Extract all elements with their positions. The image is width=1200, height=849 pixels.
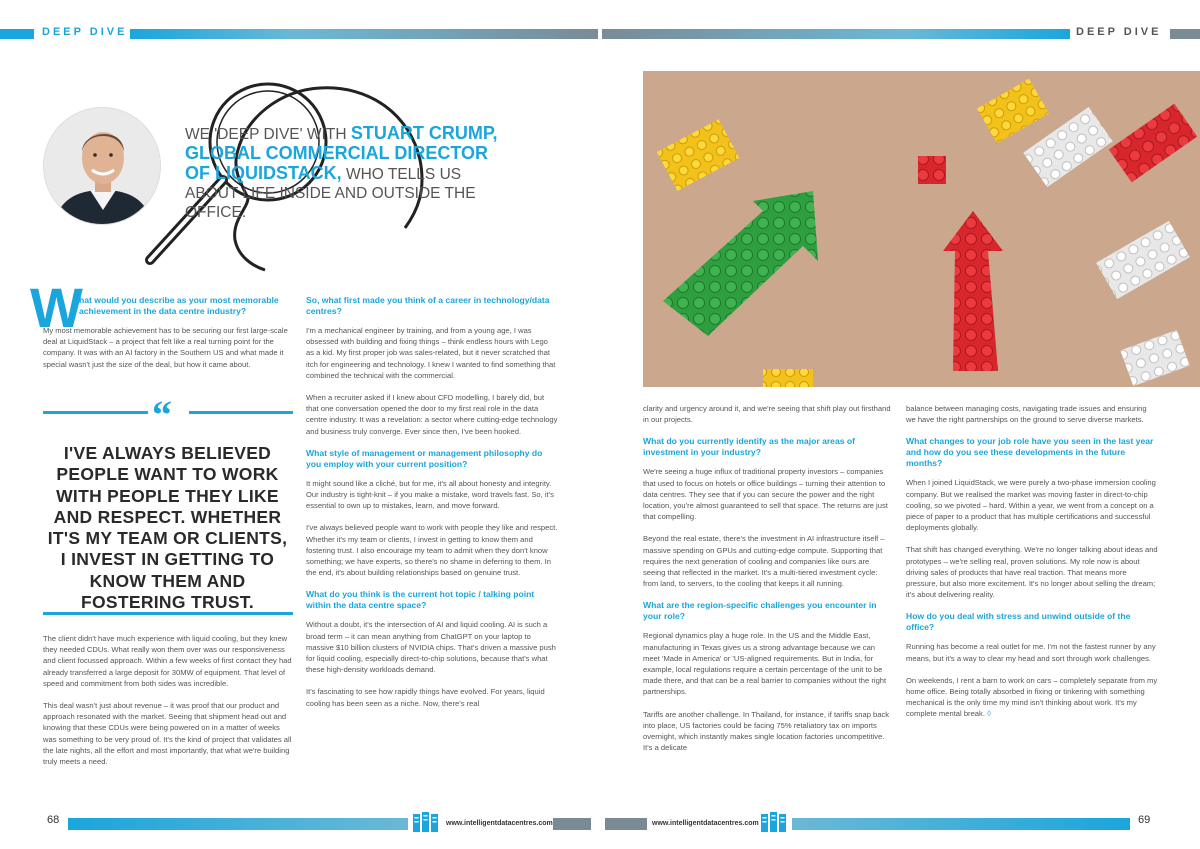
column-3	[643, 403, 893, 764]
paragraph: Regional dynamics play a huge role. In the US and the Middle East, manufacturing in Texas gives us a strong advantage because we can meet 'Made in America' or 'US-aligned requirements. But in India, for example, local regulations require a certain percentage of the unit to be made there, and that can be a real barrier to companies without the right partnerships.	[643, 631, 887, 697]
footer-bar-left	[68, 818, 408, 830]
paragraph: balance between managing costs, navigating trade issues and ensuring we have the right partnerships on the ground to serve diverse markets.	[906, 404, 1147, 425]
column-2	[306, 295, 558, 720]
paragraph: Tariffs are another challenge. In Thailand, for instance, if tariffs snap back into place, US factories could be facing 75% retaliatory tax on imports overnight, which instantly makes single location factories uncompetitive. It's a delicate	[643, 709, 890, 753]
intro-post: WHO TELLS US ABOUT LIFE INSIDE AND OUTSIDE THE OFFICE.	[185, 166, 476, 221]
page-number-right: 69	[1138, 814, 1151, 826]
quote-rule-bottom	[43, 612, 293, 615]
section-label: DEEP DIVE	[42, 26, 128, 38]
header-bar	[602, 29, 1070, 39]
question-heading: So, what first made you think of a career in technology/data centres?	[306, 295, 550, 316]
question-heading: What do you currently identify as the major areas of investment in your industry?	[643, 436, 856, 458]
section-label: DEEP DIVE	[1076, 26, 1162, 38]
intro-name: STUART CRUMP, GLOBAL COMMERCIAL DIRECTOR OF LIQUIDSTACK,	[185, 123, 498, 183]
server-rack-icon	[412, 811, 440, 833]
paragraph: Beyond the real estate, there's the investment in AI infrastructure itself – massive spending on GPUs and cutting-edge compute. Supporting that requires the next generation of cooling and companies like ours are seeing that reflected in the market. It's a multi-tiered investment cycle: from land, to servers, to the cooling that keeps it all running.	[643, 534, 885, 589]
footer-bar-right-start	[605, 818, 647, 830]
website-link-left[interactable]: www.intelligentdatacentres.com	[446, 820, 553, 827]
question-heading: hat would you describe as your most memorable achievement in the data centre industry?	[79, 295, 279, 316]
paragraph: It's fascinating to see how rapidly things have evolved. For years, liquid cooling has been seen as a niche. Now, there's real	[306, 687, 545, 708]
paragraph: The client didn't have much experience with liquid cooling, but they knew they needed CDUs. What really won them over was our responsiveness and client focussed approach. Within a few weeks of first contact they had already transferred a large deposit for 30MW of equipment. That level of speed and commitment from both sides was incredible.	[43, 634, 292, 688]
paragraph: When I joined LiquidStack, we were purely a two-phase immersion cooling company. But we realised the market was moving faster in direct-to-chip cooling, so we pivoted – hard. Within a year, we went from a concept on a piece of paper to a product that has multiple certifications and successful deployments globally.	[906, 478, 1156, 533]
end-mark-icon: ◊	[987, 709, 991, 719]
header-bar	[0, 29, 34, 39]
paragraph-text: On weekends, I rent a barn to work on cars – completely separate from my home office. Being totally absorbed in fixing or tinkering with something mechanical is the only time my mind isn't thinking about work. It's my complete mental break.	[906, 675, 1158, 719]
header-bar	[130, 29, 598, 39]
paragraph	[906, 675, 1158, 720]
intro-standfirst	[185, 124, 515, 222]
paragraph: Without a doubt, it's the intersection of AI and liquid cooling. AI is such a broad term – it can mean anything from ChatGPT on your laptop to massive $10 billion clusters of NVIDIA chips. That's driven a massive push for liquid cooling, especially direct-to-chip solutions, because that's what these high-density workloads demand.	[306, 620, 556, 675]
paragraph: This deal wasn't just about revenue – it was proof that our product and approach resonated with the market. Seeing that shipment head out and knowing that these CDUs were being powered on in a matter of weeks was something to be very proud of. It's the kind of project that validates all the late nights, all the effort and most importantly, that what we're building truly meets a need.	[43, 701, 292, 767]
column-4	[906, 403, 1158, 731]
question-heading: What do you think is the current hot topic / talking point within the data centre space?	[306, 589, 535, 611]
quote-rule-right	[189, 411, 293, 414]
header-band-left	[0, 26, 598, 39]
footer-bar-left-end	[553, 818, 591, 830]
question-heading: How do you deal with stress and unwind outside of the office?	[906, 611, 1131, 633]
paragraph: I'm a mechanical engineer by training, and from a young age, I was obsessed with building and fixing things – think endless hours with Lego as a kid. My first proper job was sales-related, but it never scratched that itch for engineering and technology. I knew I wanted to find something that combined the technical with the commercial.	[306, 326, 556, 380]
drop-cap: W	[30, 276, 83, 339]
question-heading: What are the region-specific challenges you encounter in your role?	[643, 600, 877, 622]
website-link-right[interactable]: www.intelligentdatacentres.com	[652, 820, 759, 827]
paragraph: When a recruiter asked if I knew about CFD modelling, I barely did, but that one conversation opened the door to my first real role in the data centre industry. It was a revelation: a sector where cutting-edge technology and business truly converge. Ever since then, I've been hooked.	[306, 393, 558, 436]
pull-quote: I'VE ALWAYS BELIEVED PEOPLE WANT TO WORK WITH PEOPLE THEY LIKE AND RESPECT. WHETHER IT'S MY TEAM OR CLIENTS, I INVEST IN GETTING TO KNOW THEM AND FOSTERING TRUST.	[47, 443, 288, 613]
paragraph: I've always believed people want to work with people they like and respect. Whether it's my team or clients, I invest in getting to know them and fostering trust. I also encourage my team to admit when they don't know something; we have experts, so there's no shame in deferring to them. In the end, it's about building relationships based on genuine trust.	[306, 523, 558, 578]
paragraph: It might sound like a cliché, but for me, it's all about honesty and integrity. Our industry is tight-knit – if you make a mistake, word travels fast. So, it's essential to own up to mistakes, learn, and move forward.	[306, 478, 554, 511]
paragraph: That shift has changed everything. We're no longer talking about ideas and prototypes – we're selling real, proven solutions. My role now is about driving sales of products that have real traction. That means more pressure, but also more excitement. It's no longer about selling the dream; it's about delivering reality.	[906, 545, 1158, 600]
server-rack-icon	[760, 811, 788, 833]
footer-bar-right	[792, 818, 1130, 830]
column-1-bottom	[43, 633, 293, 778]
lego-arrows-photo	[643, 71, 1200, 387]
question-heading: What style of management or management philosophy do you employ with your current position?	[306, 447, 543, 469]
paragraph: Running has become a real outlet for me. I'm not the fastest runner by any means, but it's a way to clear my head and sort through work challenges.	[906, 642, 1156, 663]
page-number-left: 68	[47, 814, 60, 826]
paragraph: clarity and urgency around it, and we're seeing that shift play out firsthand in our projects.	[643, 404, 891, 425]
intro-pre: WE 'DEEP DIVE' WITH	[185, 126, 347, 143]
header-band-right	[602, 26, 1200, 39]
quote-mark-icon: “	[152, 392, 172, 437]
paragraph: My most memorable achievement has to be securing our first large-scale deal at LiquidStack – a project that felt like a real turning point for the company. It was with an AI factory in the Southern US and what made it special wasn't just the size of the deal, but how it came about.	[43, 326, 288, 369]
column-1-top	[43, 295, 293, 381]
quote-rule-left	[43, 411, 148, 414]
paragraph: We're seeing a huge influx of traditional property investors – companies that used to focus on hotels or office buildings – turning their attention to data centres. They see that if you can secure the power and the right location, you're almost guaranteed to sell that space. The returns are just that compelling.	[643, 467, 888, 522]
question-heading: What changes to your job role have you seen in the last year and how do you see these developments in the future months?	[906, 436, 1154, 469]
header-bar	[1170, 29, 1200, 39]
